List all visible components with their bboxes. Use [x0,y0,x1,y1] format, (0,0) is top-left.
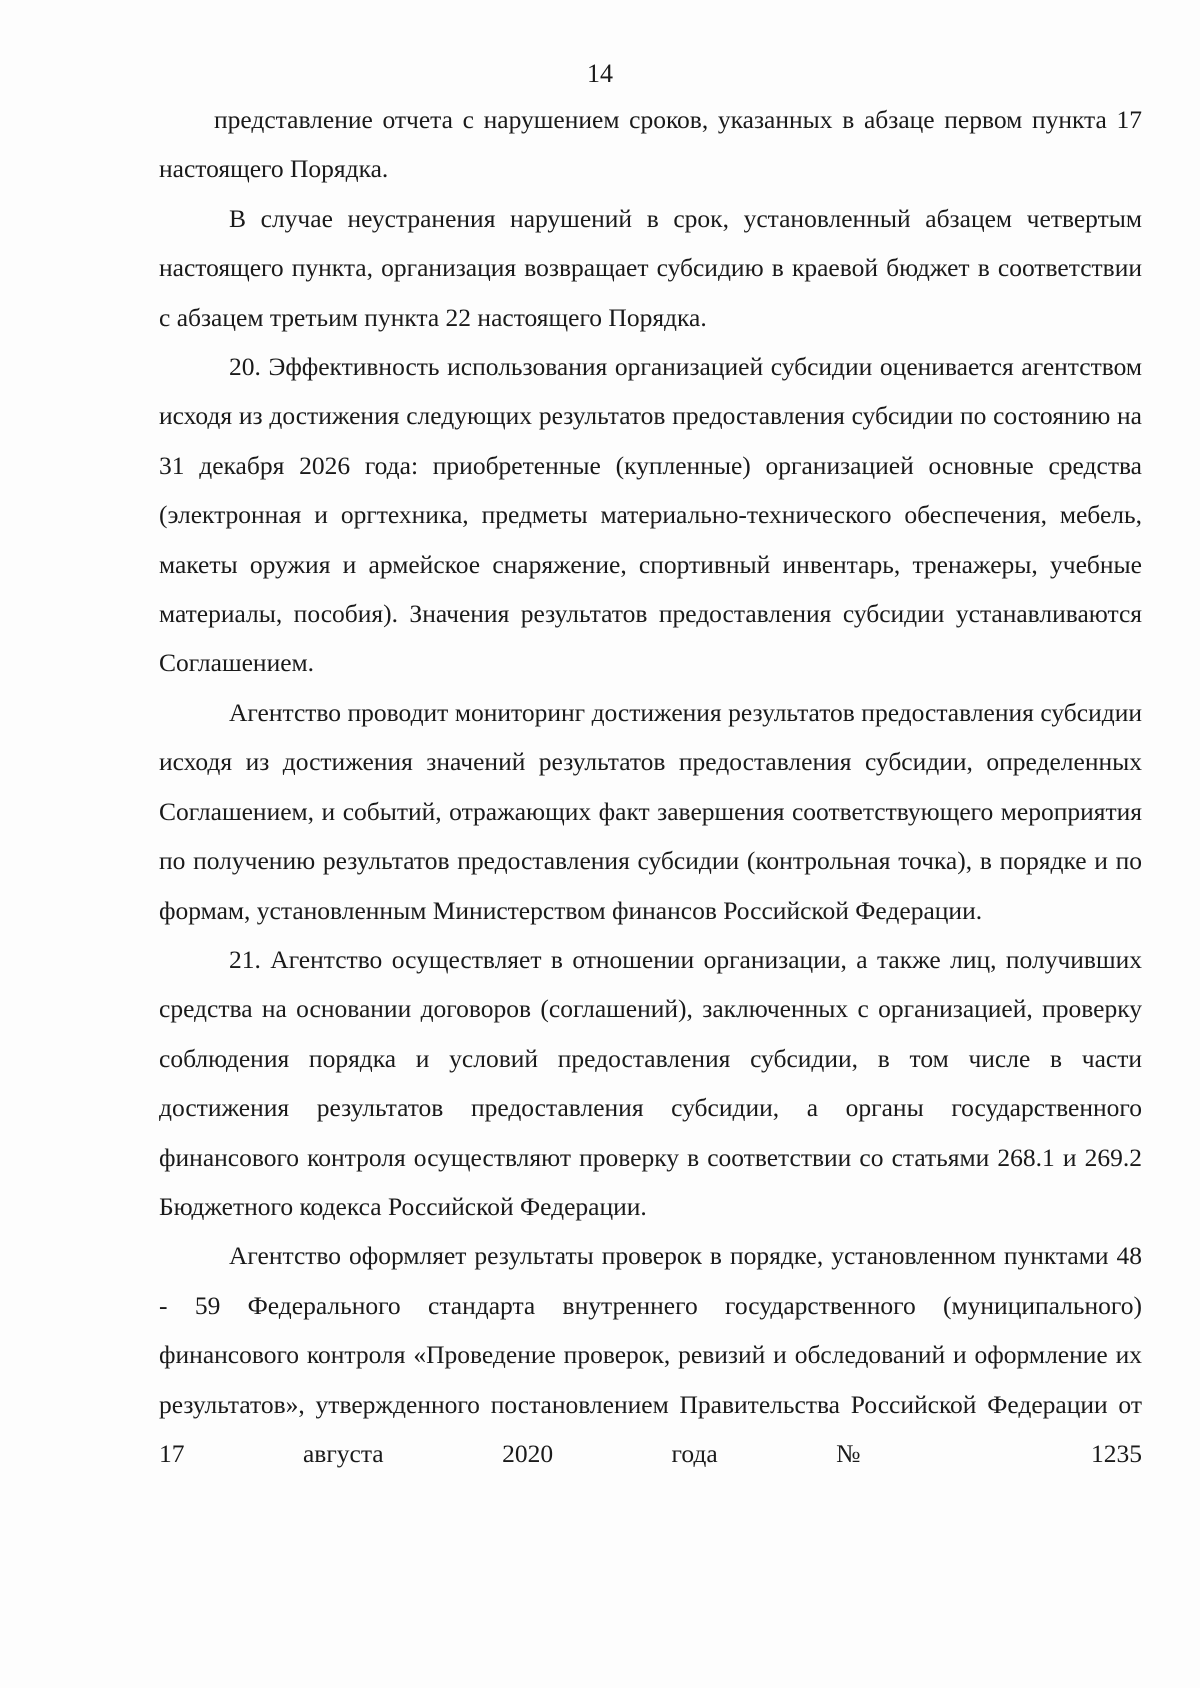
paragraph-violation-return: В случае неустранения нарушений в срок, установленный абзацем четвертым настоящего пункта, организация возвращает субсидию в краевой бюджет в соответствии с абзацем третьим пункта 22 настоящего Порядка. [159,203,1142,332]
paragraph-item-21: 21. Агентство осуществляет в отношении организации, а также лиц, получивших средства на основании договоров (соглашений), заключенных с организацией, проверку соблюдения порядка и условий предоставления субсидии, в том числе в части достижения результатов предоставления субсидии, а органы государственного финансового контроля осуществляют проверку в соответствии со статьями 268.1 и 269.2 Бюджетного кодекса Российской Федерации. [159,944,1142,1221]
page-number: 14 [587,59,613,88]
paragraph-item-20: 20. Эффективность использования организацией субсидии оценивается агентством исходя из достижения следующих результатов предоставления субсидии по состоянию на 31 декабря 2026 года: приобретенные (купленные) организацией основные средства (электронная и оргтехника, предметы материально-технического обеспечения, мебель, макеты оружия и армейское снаряжение, спортивный инвентарь, тренажеры, учебные материалы, пособия). Значения результатов предоставления субсидии устанавливаются Соглашением. [159,352,1142,678]
paragraph-continuation: представление отчета с нарушением сроков, указанных в абзаце первом пункта 17 настоящего Порядка. [159,105,1142,184]
document-body [159,95,1142,1478]
paragraph-monitoring: Агентство проводит мониторинг достижения результатов предоставления субсидии исходя из достижения значений результатов предоставления субсидии, определенных Соглашением, и событий, отражающих факт завершения соответствующего мероприятия по получению результатов предоставления субсидии (контрольная точка), в порядке и по формам, установленным Министерством финансов Российской Федерации. [159,697,1142,925]
paragraph-inspection-results: Агентство оформляет результаты проверок в порядке, установленном пунктами 48 - 59 Федерального стандарта внутреннего государственного (муниципального) финансового контроля «Проведение проверок, ревизий и обследований и оформление их результатов», утвержденного постановлением Правительства Российской Федерации от 17 августа 2020 года № 1235 [159,1241,1142,1468]
